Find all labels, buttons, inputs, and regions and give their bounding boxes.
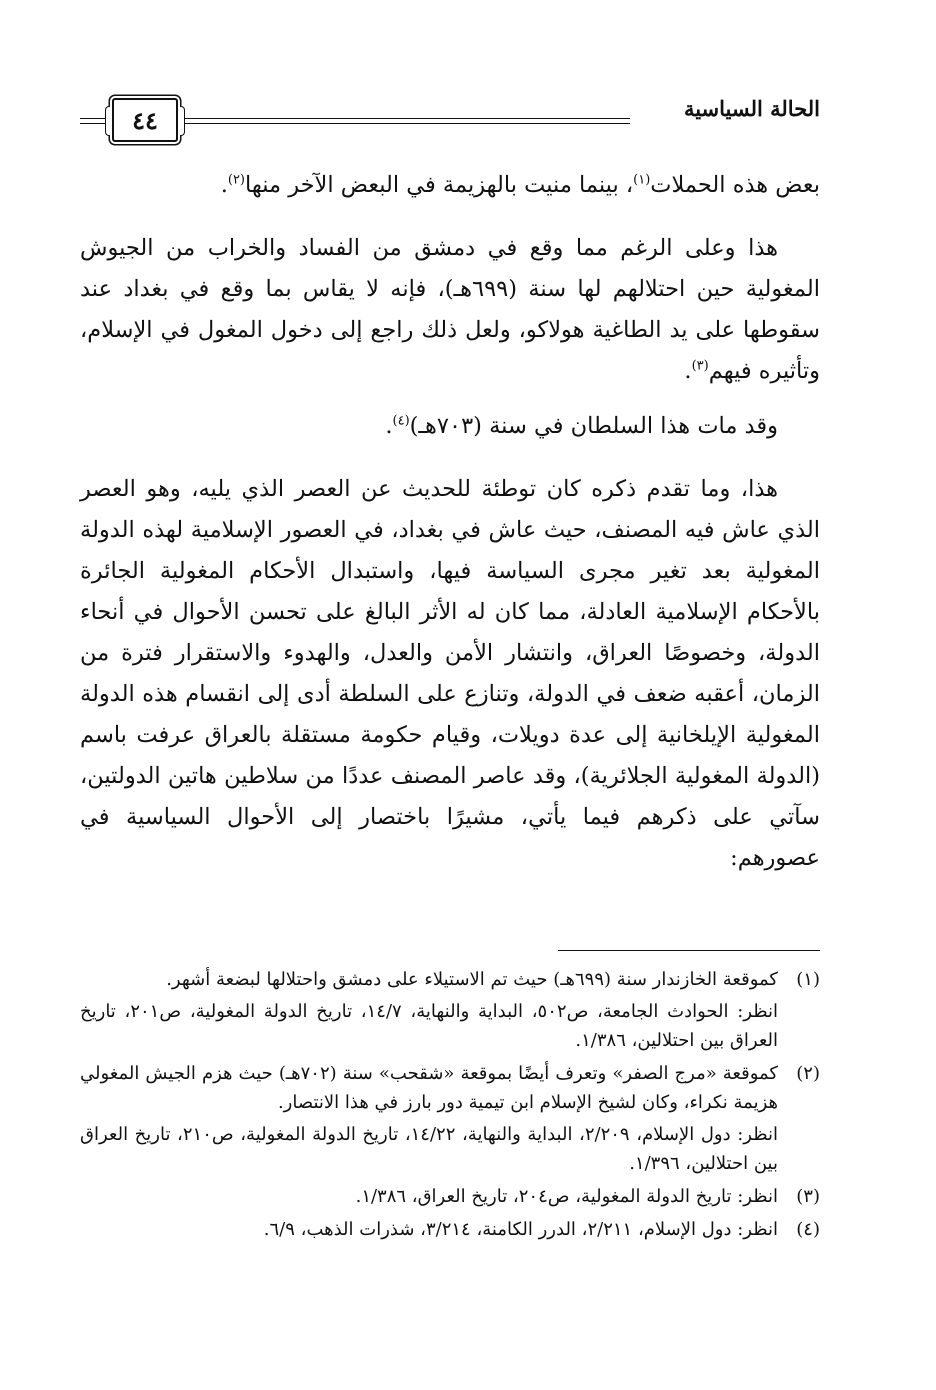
running-title: الحالة السياسية: [683, 96, 820, 121]
footnote-text: انظر: تاريخ الدولة المغولية، ص٢٠٤، تاريخ العراق، ١/٣٨٦.: [355, 1186, 778, 1207]
paragraph-text: .: [684, 358, 692, 384]
page-number-frame: [112, 98, 178, 142]
paragraph: [80, 165, 820, 206]
page-number: ٤٤: [132, 105, 158, 135]
header-rule: [80, 123, 108, 124]
footnote-text: انظر: دول الإسلام، ٢/٢٠٩، البداية والنهاية، ١٤/٢٢، تاريخ الدولة المغولية، ص٢١٠، تاريخ العراق بين احتلالين، ١/٣٩٦.: [80, 1124, 778, 1174]
header-rule: [80, 118, 108, 119]
footnote-ref: (٣): [691, 358, 709, 374]
page-header: [80, 92, 820, 142]
header-rule: [180, 123, 630, 124]
paragraph-text: وقد مات هذا السلطان في سنة (٧٠٣هـ): [409, 413, 778, 439]
footnote-text: كموقعة الخازندار سنة (٦٩٩هـ) حيث تم الاستيلاء على دمشق واحتلالها لبضعة أشهر.: [166, 969, 778, 990]
footnote-ref: (٤): [392, 413, 410, 429]
paragraph: هذا، وما تقدم ذكره كان توطئة للحديث عن العصر الذي يليه، وهو العصر الذي عاش فيه المصنف، حيث عاش في بغداد، في العصور الإسلامية لهذه الدولة المغولية بعد تغير مجرى السياسة فيها، واستبدال الأحكام المغولية الجائرة بالأحكام الإسلامية العادلة، مما كان له الأثر البالغ على تحسن الأحوال في أنحاء الدولة، وخصوصًا العراق، وانتشار الأمن والعدل، والهدوء والاستقرار فترة من الزمان، أعقبه ضعف في الدولة، وتنازع على السلطة أدى إلى انقسام هذه الدولة المغولية الإيلخانية إلى عدة دويلات، وقيام حكومة مستقلة بالعراق عرفت باسم (الدولة المغولية الجلائرية)، وقد عاصر المصنف عددًا من سلاطين هاتين الدولتين، سآتي على ذكرهم فيما يأتي، مشيرًا باختصار إلى الأحوال السياسية في عصورهم:: [80, 476, 820, 871]
footnote: [80, 1059, 820, 1178]
paragraph-text: بعض هذه الحملات: [650, 172, 820, 198]
footnote-text: انظر: الحوادث الجامعة، ص٥٠٢، البداية والنهاية، ١٤/٧، تاريخ الدولة المغولية، ص٢٠١، تاريخ العراق بين احتلالين، ١/٣٨٦.: [80, 1001, 778, 1051]
footnote-number: (٣): [796, 1186, 820, 1207]
paragraph-text: هذا وعلى الرغم مما وقع في دمشق من الفساد والخراب من الجيوش المغولية حين احتلالهم لها سنة (٦٩٩هـ)، فإنه لا يقاس بما وقع في بغداد عند سقوطها على يد الطاغية هولاكو، ولعل ذلك راجع إلى دخول المغول في الإسلام، وتأثيره فيهم: [80, 235, 821, 384]
paragraph: [80, 406, 820, 447]
footnote-text: انظر: دول الإسلام، ٢/٢١١، الدرر الكامنة، ٣/٢١٤، شذرات الذهب، ٦/٩.: [263, 1219, 778, 1240]
paragraph-text: .: [385, 413, 393, 439]
footnote-number: (٤): [796, 1219, 820, 1240]
paragraph-text: ، بينما منيت بالهزيمة في البعض الآخر منها: [245, 172, 634, 198]
footnote: [80, 1215, 820, 1244]
footnotes: [80, 965, 820, 1248]
footnote-text: كموقعة «مرج الصفر» وتعرف أيضًا بموقعة «شقحب» سنة (٧٠٢هـ) حيث هزم الجيش المغولي هزيمة نكراء، وكان لشيخ الإسلام ابن تيمية دور بارز في هذا الانتصار.: [80, 1063, 778, 1113]
paragraph-text: .: [220, 172, 228, 198]
footnote-number: (١): [796, 969, 820, 990]
main-text: [80, 165, 820, 879]
footnote: [80, 1182, 820, 1211]
footnote-separator: [558, 950, 820, 951]
paragraph: [80, 228, 820, 392]
footnote: [80, 965, 820, 1055]
footnote-ref: (٢): [227, 172, 245, 188]
footnote-ref: (١): [633, 172, 651, 188]
footnote-number: (٢): [796, 1063, 820, 1084]
header-rule: [180, 118, 630, 119]
